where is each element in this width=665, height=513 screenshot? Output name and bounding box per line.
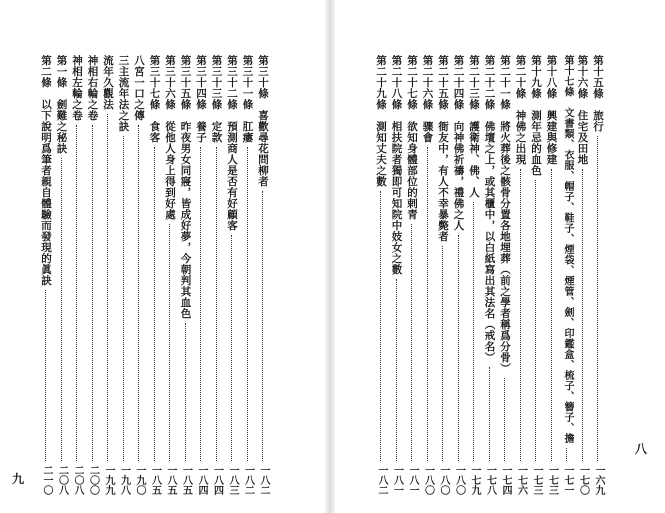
toc-entry	[560, 55, 574, 495]
toc-entry	[576, 55, 590, 495]
toc-entry-page: 一八二	[258, 465, 269, 495]
toc-entry-page: 一八一	[391, 465, 403, 495]
toc-entry	[132, 55, 146, 495]
toc-entry-page: 一八〇	[422, 465, 434, 495]
toc-leader-dots	[61, 158, 62, 461]
toc-entry-title: 第二十一條 將火葬後之骸骨分置各地埋葬（前之學者稱爲分骨）	[499, 55, 511, 374]
toc-entry	[374, 55, 388, 495]
toc-entry-title: 第二十二條 佛壇之上，或其櫃中，以白紙寫出其法名（戒名）	[483, 55, 496, 363]
toc-entry-title: 第二十八條 相扶院者獨即可知院中妓女之數	[390, 55, 403, 275]
toc-entry	[390, 55, 404, 495]
toc-entry	[225, 55, 239, 495]
toc-leader-dots	[473, 202, 474, 461]
right-page	[335, 0, 665, 513]
toc-entry-page: 二〇八	[72, 465, 83, 495]
toc-entry-page: 一七一	[562, 465, 573, 495]
toc-entry	[117, 55, 131, 495]
toc-entry-page: 一八〇	[453, 465, 465, 495]
toc-leader-dots	[200, 147, 201, 461]
toc-entry-title: 第二十六條 骤會	[421, 55, 434, 143]
toc-entry-page: 一八二	[242, 465, 254, 495]
toc-entry	[545, 55, 559, 495]
toc-leader-dots	[582, 169, 583, 461]
toc-entry-title: 第二十條 神佛之出現	[514, 55, 527, 165]
toc-leader-dots	[411, 224, 412, 461]
toc-leader-dots	[380, 191, 381, 461]
toc-entry-page: 二〇八	[56, 465, 68, 495]
toc-entry-page: 一七六	[515, 465, 527, 495]
toc-leader-dots	[489, 367, 490, 461]
toc-leader-dots	[76, 125, 77, 461]
toc-entry-title: 第三十五條 昨夜男女同寢，皆成好夢，今朝判其血色	[179, 55, 192, 319]
toc-entry-page: 一八五	[165, 465, 176, 495]
toc-entry-title: 三主流年法之訣	[117, 55, 130, 132]
toc-leader-dots	[597, 136, 598, 461]
toc-leader-dots	[551, 169, 552, 461]
toc-leader-dots	[520, 169, 521, 461]
toc-entry-title: 第二條 以下說明爲筆者親自體驗而發現的眞訣	[40, 55, 52, 286]
toc-entry	[55, 55, 69, 495]
toc-entry	[101, 55, 115, 495]
toc-entry	[483, 55, 497, 495]
toc-entry-page: 二一〇	[41, 465, 52, 495]
toc-entry-title: 神相右輪之卷	[86, 55, 99, 121]
left-page	[0, 0, 325, 513]
toc-leader-dots	[442, 246, 443, 461]
toc-entry	[421, 55, 435, 495]
toc-leader-dots	[566, 448, 567, 461]
toc-entry-title: 流年久觀法	[102, 55, 114, 110]
toc-leader-dots	[123, 136, 124, 461]
toc-entry	[241, 55, 255, 495]
toc-entry	[514, 55, 528, 495]
toc-entry-page: 一九〇	[134, 465, 145, 495]
toc-entry-page: 一八一	[407, 465, 418, 495]
toc-entry-title: 第二十五條 衙友中，有人不幸暴斃者	[437, 55, 449, 242]
toc-entry-title: 八宮一口之傳	[133, 55, 145, 121]
toc-entry-title: 第三十七條 食客	[148, 55, 161, 143]
toc-leader-dots	[504, 378, 505, 461]
toc-leader-dots	[92, 125, 93, 461]
toc-entry-title: 第一條 劍難之秘訣	[55, 55, 68, 154]
toc-leader-dots	[45, 290, 46, 461]
toc-entry	[179, 55, 193, 495]
toc-entry-title: 第十七條 文書類、衣服、帽子、鞋子、煙袋、煙管、劍、印鑑盒、梳子、簪子、擔	[562, 55, 573, 444]
toc-leader-dots	[247, 147, 248, 461]
toc-entry-page: 一八三	[227, 465, 238, 495]
toc-entry	[467, 55, 481, 495]
toc-entry-title: 第十八條 興建與修建	[545, 55, 558, 165]
toc-entry-title: 第二十三條 護衛神、佛、人	[468, 55, 480, 198]
toc-entry-page: 一六九	[593, 465, 604, 495]
toc-entry	[86, 55, 100, 495]
toc-leader-dots	[262, 191, 263, 461]
toc-entry	[163, 55, 177, 495]
toc-entry-page: 一八五	[149, 465, 161, 495]
toc-entry-page: 一七九	[469, 465, 480, 495]
toc-entry	[70, 55, 84, 495]
toc-entry	[194, 55, 208, 495]
toc-entry	[498, 55, 512, 495]
toc-leader-dots	[169, 224, 170, 461]
toc-entry-page: 一九八	[118, 465, 130, 495]
toc-entry	[39, 55, 53, 495]
toc-leader-dots	[396, 279, 397, 461]
toc-entry-title: 第三十一條 肛瘻	[241, 55, 254, 143]
toc-entry-title: 第十六條 住宅及田地	[576, 55, 589, 165]
toc-entry-page: 一七四	[500, 465, 511, 495]
left-page-number: 九	[12, 472, 25, 486]
right-page-number: 八	[635, 442, 648, 456]
toc-entry	[405, 55, 419, 495]
toc-entry	[452, 55, 466, 495]
toc-leader-dots	[231, 235, 232, 461]
toc-entry	[148, 55, 162, 495]
toc-leader-dots	[107, 114, 108, 461]
toc-entry	[436, 55, 450, 495]
toc-leader-dots	[154, 147, 155, 461]
toc-leader-dots	[458, 235, 459, 461]
toc-entry	[591, 55, 605, 495]
toc-entry-title: 第三十二條 預測商人是否有好顧客	[226, 55, 238, 231]
toc-leader-dots	[427, 147, 428, 461]
toc-entry-page: 一九九	[103, 465, 114, 495]
toc-entry-title: 第二十四條 向神佛祈禱，禮佛之人	[452, 55, 465, 231]
toc-entry-title: 第二十七條 欲知身體部位的剌青	[406, 55, 418, 220]
toc-entry-page: 二〇〇	[87, 465, 99, 495]
toc-entry-page: 一八四	[196, 465, 207, 495]
toc-entry-page: 一八〇	[438, 465, 449, 495]
toc-entry-title: 第三十三條 定款	[210, 55, 223, 143]
toc-entry-page: 一七三	[546, 465, 558, 495]
toc-entry-title: 第三十條 喜歡尋花問柳者	[257, 55, 269, 187]
toc-leader-dots	[185, 323, 186, 461]
toc-entry-page: 一八四	[211, 465, 223, 495]
toc-entry	[529, 55, 543, 495]
toc-entry-page: 一七八	[484, 465, 496, 495]
toc-entry-title: 第十九條 測年忌的血色	[530, 55, 542, 176]
toc-entry-title: 第三十六條 從他人身上得到好處	[164, 55, 176, 220]
toc-entry-title: 神相左輪之卷	[71, 55, 83, 121]
book-gutter	[325, 0, 335, 513]
toc-entry	[210, 55, 224, 495]
toc-entry-title: 第十五條 旅行	[592, 55, 604, 132]
toc-leader-dots	[535, 180, 536, 461]
toc-entry	[256, 55, 270, 495]
toc-leader-dots	[138, 125, 139, 461]
toc-entry-page: 一八五	[180, 465, 192, 495]
toc-entry-page: 一七三	[531, 465, 542, 495]
toc-entry-title: 第三十四條 養子	[195, 55, 207, 143]
toc-entry-page: 一七〇	[577, 465, 589, 495]
toc-leader-dots	[216, 147, 217, 461]
toc-entry-page: 一八二	[376, 465, 387, 495]
toc-entry-title: 第二十九條 測知丈夫之數	[375, 55, 387, 187]
